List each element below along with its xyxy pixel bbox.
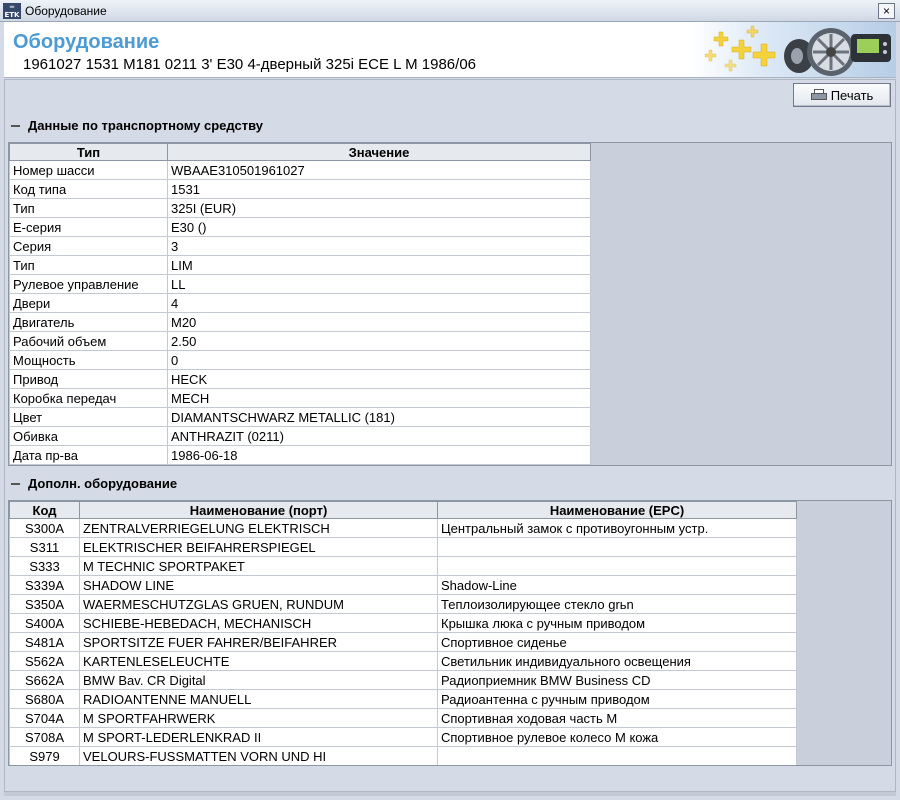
table-cell: Спортивное рулевое колесо M кожа	[438, 728, 797, 747]
table-cell: Светильник индивидуального освещения	[438, 652, 797, 671]
table-cell: Спортивное сиденье	[438, 633, 797, 652]
table-cell: Спортивная ходовая часть M	[438, 709, 797, 728]
table-cell: Коробка передач	[10, 389, 168, 408]
table-cell: S708A	[10, 728, 80, 747]
print-button-label: Печать	[830, 87, 874, 103]
table-cell: S339A	[10, 576, 80, 595]
table-row[interactable]	[10, 614, 797, 633]
table-row[interactable]	[10, 389, 591, 408]
table-row[interactable]	[10, 256, 591, 275]
table-row[interactable]	[10, 180, 591, 199]
table-cell: Мощность	[10, 351, 168, 370]
table-row[interactable]	[10, 652, 797, 671]
table-cell: Shadow-Line	[438, 576, 797, 595]
equipment-table	[8, 500, 892, 766]
table-cell: Рабочий объем	[10, 332, 168, 351]
table-row[interactable]	[10, 557, 797, 576]
vehicle-section-title: Данные по транспортному средству	[28, 118, 263, 133]
table-cell: Привод	[10, 370, 168, 389]
window-titlebar	[0, 0, 900, 22]
table-row[interactable]	[10, 199, 591, 218]
table-cell: 3	[168, 237, 591, 256]
table-cell: Двигатель	[10, 313, 168, 332]
table-row[interactable]	[10, 709, 797, 728]
column-header-value[interactable]: Значение	[168, 144, 591, 161]
collapse-icon[interactable]	[11, 125, 20, 127]
table-cell: 325I (EUR)	[168, 199, 591, 218]
table-cell: Двери	[10, 294, 168, 313]
table-cell: Номер шасси	[10, 161, 168, 180]
table-cell: 4	[168, 294, 591, 313]
page-title: Оборудование	[13, 31, 160, 53]
table-row[interactable]	[10, 446, 591, 465]
table-cell: Рулевое управление	[10, 275, 168, 294]
table-cell: E30 ()	[168, 218, 591, 237]
table-cell: BMW Bav. CR Digital	[80, 671, 438, 690]
vehicle-data-table	[8, 142, 892, 466]
table-cell: S333	[10, 557, 80, 576]
table-cell: S562A	[10, 652, 80, 671]
table-cell: 2.50	[168, 332, 591, 351]
status-strip	[4, 792, 896, 796]
table-cell	[438, 538, 797, 557]
table-cell: S311	[10, 538, 80, 557]
table-cell: Обивка	[10, 427, 168, 446]
table-row[interactable]	[10, 728, 797, 747]
table-cell: 0	[168, 351, 591, 370]
table-cell: Радиоантенна с ручным приводом	[438, 690, 797, 709]
table-cell: Серия	[10, 237, 168, 256]
table-cell: LL	[168, 275, 591, 294]
table-cell: Крышка люка с ручным приводом	[438, 614, 797, 633]
print-button[interactable]	[793, 83, 891, 107]
column-header-name-port[interactable]: Наименование (порт)	[80, 502, 438, 519]
table-row[interactable]	[10, 747, 797, 766]
table-cell: S704A	[10, 709, 80, 728]
table-cell: RADIOANTENNE MANUELL	[80, 690, 438, 709]
app-icon: ═ ETK	[4, 2, 20, 19]
table-cell: M SPORT-LEDERLENKRAD II	[80, 728, 438, 747]
table-cell: M SPORTFAHRWERK	[80, 709, 438, 728]
column-header-code[interactable]: Код	[10, 502, 80, 519]
table-cell: S400A	[10, 614, 80, 633]
table-cell: S300A	[10, 519, 80, 538]
table-cell: E-серия	[10, 218, 168, 237]
table-cell: S481A	[10, 633, 80, 652]
table-cell	[438, 557, 797, 576]
table-row[interactable]	[10, 313, 591, 332]
table-cell: Дата пр-ва	[10, 446, 168, 465]
table-cell: S680A	[10, 690, 80, 709]
table-cell: ANTHRAZIT (0211)	[168, 427, 591, 446]
table-row[interactable]	[10, 408, 591, 427]
table-row[interactable]	[10, 275, 591, 294]
table-cell: SCHIEBE-HEBEDACH, MECHANISCH	[80, 614, 438, 633]
table-cell: 1531	[168, 180, 591, 199]
table-cell: M20	[168, 313, 591, 332]
table-cell: M TECHNIC SPORTPAKET	[80, 557, 438, 576]
printer-icon	[811, 89, 827, 102]
table-row[interactable]	[10, 538, 797, 557]
table-cell	[438, 747, 797, 766]
page-header	[4, 22, 896, 78]
close-icon[interactable]: ×	[878, 3, 895, 19]
table-cell: Центральный замок с противоугонным устр.	[438, 519, 797, 538]
table-cell: 1986-06-18	[168, 446, 591, 465]
window-title: Оборудование	[25, 3, 107, 18]
equipment-section-header[interactable]	[11, 476, 177, 491]
column-header-type[interactable]: Тип	[10, 144, 168, 161]
table-cell: WBAAE310501961027	[168, 161, 591, 180]
table-row[interactable]	[10, 294, 591, 313]
table-cell: Теплоизолирующее стекло grьn	[438, 595, 797, 614]
table-row[interactable]	[10, 370, 591, 389]
table-cell: VELOURS-FUSSMATTEN VORN UND HI	[80, 747, 438, 766]
table-row[interactable]	[10, 427, 591, 446]
table-cell: SHADOW LINE	[80, 576, 438, 595]
header-decoration-image	[691, 22, 896, 78]
table-cell: Радиоприемник BMW Business CD	[438, 671, 797, 690]
table-cell: MECH	[168, 389, 591, 408]
table-cell: S662A	[10, 671, 80, 690]
table-row[interactable]	[10, 237, 591, 256]
table-row[interactable]	[10, 595, 797, 614]
table-cell: S979	[10, 747, 80, 766]
table-cell: KARTENLESELEUCHTE	[80, 652, 438, 671]
table-row[interactable]	[10, 633, 797, 652]
table-cell: Тип	[10, 256, 168, 275]
table-cell: LIM	[168, 256, 591, 275]
table-row[interactable]	[10, 218, 591, 237]
column-header-name-epc[interactable]: Наименование (EPC)	[438, 502, 797, 519]
table-cell: ZENTRALVERRIEGELUNG ELEKTRISCH	[80, 519, 438, 538]
table-cell: HECK	[168, 370, 591, 389]
table-row[interactable]	[10, 351, 591, 370]
table-row[interactable]	[10, 576, 797, 595]
table-cell: WAERMESCHUTZGLAS GRUEN, RUNDUM	[80, 595, 438, 614]
table-row[interactable]	[10, 519, 797, 538]
table-row[interactable]	[10, 161, 591, 180]
table-cell: Тип	[10, 199, 168, 218]
collapse-icon[interactable]	[11, 483, 20, 485]
table-cell: ELEKTRISCHER BEIFAHRERSPIEGEL	[80, 538, 438, 557]
table-row[interactable]	[10, 332, 591, 351]
content-panel	[4, 79, 896, 792]
table-cell: S350A	[10, 595, 80, 614]
table-row[interactable]	[10, 690, 797, 709]
vehicle-section-header[interactable]	[11, 118, 263, 133]
table-row[interactable]	[10, 671, 797, 690]
table-cell: Код типа	[10, 180, 168, 199]
table-cell: DIAMANTSCHWARZ METALLIC (181)	[168, 408, 591, 427]
table-cell: SPORTSITZE FUER FAHRER/BEIFAHRER	[80, 633, 438, 652]
vehicle-subtitle: 1961027 1531 M181 0211 3' E30 4-дверный 325i ECE L M 1986/06	[23, 56, 477, 73]
equipment-section-title: Дополн. оборудование	[28, 476, 178, 491]
table-cell: Цвет	[10, 408, 168, 427]
